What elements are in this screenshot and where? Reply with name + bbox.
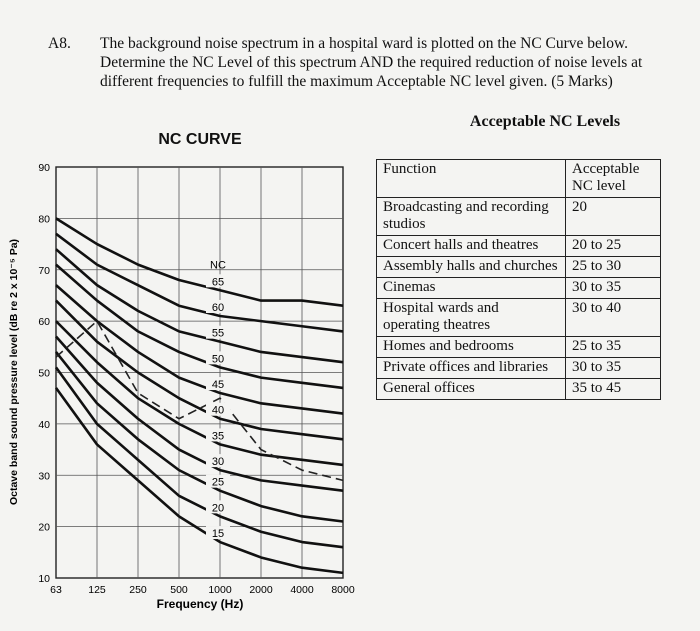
table-row [377,337,661,358]
table-row [377,278,661,299]
cell-nc-level: 25 to 35 [566,337,661,358]
y-tick-label: 70 [38,264,50,277]
nc-curve-label: 55 [211,327,225,340]
chart-title: NC CURVE [158,131,242,148]
header-function: Function [377,160,566,198]
x-tick-label: 500 [170,584,188,596]
nc-curve-label: 50 [211,353,225,366]
y-tick-label: 30 [38,470,50,483]
nc-curve-label: 40 [211,404,225,417]
cell-function: Assembly halls and churches [377,257,566,278]
nc-curve-line [56,234,343,332]
header-nc-level: Acceptable NC level [566,160,661,198]
table-header-row [377,160,661,198]
y-axis-label: Octave band sound pressure level (dB re 2 x 10⁻⁵ Pa) [8,238,20,506]
x-tick-label: 1000 [208,584,232,596]
table-row [377,257,661,278]
cell-nc-level: 35 to 45 [566,379,661,400]
y-tick-label: 20 [38,521,50,534]
cell-function: Cinemas [377,278,566,299]
x-tick-label: 2000 [249,584,273,596]
nc-curve-label: 45 [211,379,225,392]
nc-curve-line [56,352,343,522]
cell-function: General offices [377,379,566,400]
x-tick-label: 125 [88,584,106,596]
cell-function: Hospital wards and operating theatres [377,299,566,337]
cell-function: Concert halls and theatres [377,236,566,257]
nc-curve-chart [0,150,370,631]
y-tick-label: 10 [38,573,50,585]
table-row [377,198,661,236]
measured-spectrum-line [56,321,343,480]
cell-function: Private offices and libraries [377,358,566,379]
x-axis-label: Frequency (Hz) [156,597,244,611]
cell-nc-level: 20 to 25 [566,236,661,257]
nc-curve-label: 35 [211,430,225,443]
table-title: Acceptable NC Levels [469,113,621,130]
question-text: The background noise spectrum in a hospital ward is plotted on the NC Curve below. Determine the NC Level of this spectrum AND the required reduction of noise levels at different frequencies to fulfill the maximum Acceptable NC level given. (5 Marks) [100,35,643,90]
nc-curve-label: 20 [211,502,225,515]
cell-function: Homes and bedrooms [377,337,566,358]
acceptable-nc-table [376,159,661,400]
table-row [377,236,661,257]
table-row [377,299,661,337]
x-tick-label: 4000 [290,584,314,596]
nc-curve-label: 30 [211,456,225,469]
x-tick-label: 63 [50,584,62,596]
nc-curve-line [56,285,343,413]
x-tick-label: 8000 [331,584,355,596]
cell-nc-level: 30 to 40 [566,299,661,337]
nc-curve-line [56,367,343,547]
table-row [377,358,661,379]
y-tick-label: 60 [38,316,50,329]
y-tick-label: 80 [38,213,50,226]
cell-nc-level: 30 to 35 [566,278,661,299]
nc-curve-label: 65 [211,276,225,289]
nc-curve-label: 60 [211,301,225,314]
nc-legend-title: NC [210,259,226,272]
cell-nc-level: 20 [566,198,661,236]
cell-function: Broadcasting and recording studios [377,198,566,236]
x-tick-label: 250 [129,584,147,596]
nc-curve-label: 15 [211,528,225,541]
y-tick-label: 90 [38,162,50,174]
nc-curve-label: 25 [211,476,225,489]
y-tick-label: 50 [38,367,50,380]
cell-nc-level: 25 to 30 [566,257,661,278]
y-tick-label: 40 [38,418,50,431]
question-number: A8. [48,35,71,52]
cell-nc-level: 30 to 35 [566,358,661,379]
table-row [377,379,661,400]
nc-curve-line [56,218,343,305]
